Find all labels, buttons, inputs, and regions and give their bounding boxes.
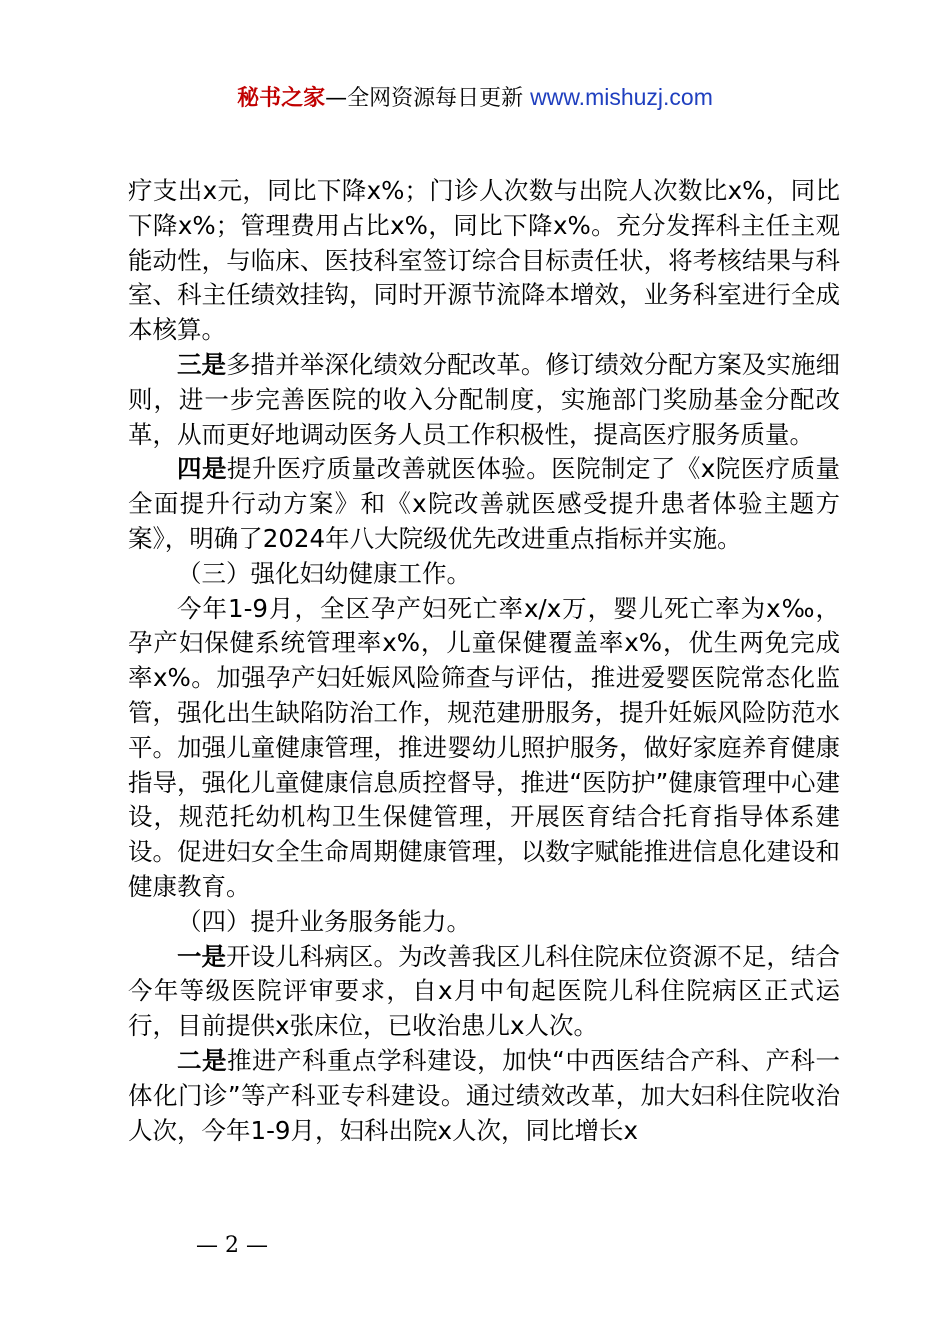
site-url: www.mishuzj.com xyxy=(530,84,713,110)
paragraph-text: 开设儿科病区。为改善我区儿科住院床位资源不足，结合今年等级医院评审要求，自x月中旬起医院儿科住院病区正式运行，目前提供x张床位，已收治患儿x人次。 xyxy=(128,941,841,1041)
section-heading-3 xyxy=(128,557,840,592)
paragraph-lead: 三是 xyxy=(177,349,227,379)
paragraph-text: 推进产科重点学科建设，加快“中西医结合产科、产科一体化门诊”等产科亚专科建设。通过绩效改革，加大妇科住院收治人次，今年1-9月，妇科出院x人次，同比增长x xyxy=(128,1045,840,1145)
section-heading-4 xyxy=(128,905,840,940)
page-number: — 2 — xyxy=(196,1233,268,1258)
paragraph-1 xyxy=(128,174,840,348)
brand-name: 秘书之家 xyxy=(237,86,326,111)
paragraph-text: 今年1-9月，全区孕产妇死亡率x/x万，婴儿死亡率为x‰，孕产妇保健系统管理率x%，儿童保健覆盖率x%，优生两免完成率x%。加强孕产妇妊娠风险筛查与评估，推进爱婴医院常态化监管，强化出生缺陷防治工作，规范建册服务，提升妊娠风险防范水平。加强儿童健康管理，推进婴幼儿照护服务，做好家庭养育健康指导，强化儿童健康信息质控督导，推进“医防护”健康管理中心建设，规范托幼机构卫生保健管理，开展医育结合托育指导体系建设。促进妇女全生命周期健康管理，以数字赋能推进信息化建设和健康教育。 xyxy=(128,593,840,901)
paragraph-text: （三）强化妇幼健康工作。 xyxy=(177,558,471,588)
paragraph-lead: 一是 xyxy=(177,941,227,971)
paragraph-text: 提升医疗质量改善就医体验。医院制定了《x院医疗质量全面提升行动方案》和《x院改善就医感受提升患者体验主题方案》，明确了2024年八大院级优先改进重点指标并实施。 xyxy=(128,454,841,553)
paragraph-lead: 四是 xyxy=(177,454,227,484)
paragraph-text: 疗支出x元，同比下降x%；门诊人次数与出院人次数比x%，同比下降x%；管理费用占比x%，同比下降x%。充分发挥科主任主观能动性，与临床、医技科室签订综合目标责任状，将考核结果与科室、科主任绩效挂钩，同时开源节流降本增效，业务科室进行全成本核算。 xyxy=(128,176,840,345)
paragraph-3 xyxy=(128,452,840,556)
paragraph-2 xyxy=(128,348,840,452)
paragraph-lead: 二是 xyxy=(177,1045,228,1075)
paragraph-text: 多措并举深化绩效分配改革。修订绩效分配方案及实施细则，进一步完善医院的收入分配制度，实施部门奖励基金分配改革，从而更好地调动医务人员工作积极性，提高医疗服务质量。 xyxy=(128,349,841,449)
paragraph-5 xyxy=(128,592,840,905)
paragraph-8 xyxy=(128,1044,840,1148)
header-tagline: —全网资源每日更新 xyxy=(325,86,531,111)
paragraph-7 xyxy=(128,940,840,1044)
page-header xyxy=(0,82,950,114)
paragraph-text: （四）提升业务服务能力。 xyxy=(177,906,471,936)
document-body xyxy=(128,174,840,1148)
